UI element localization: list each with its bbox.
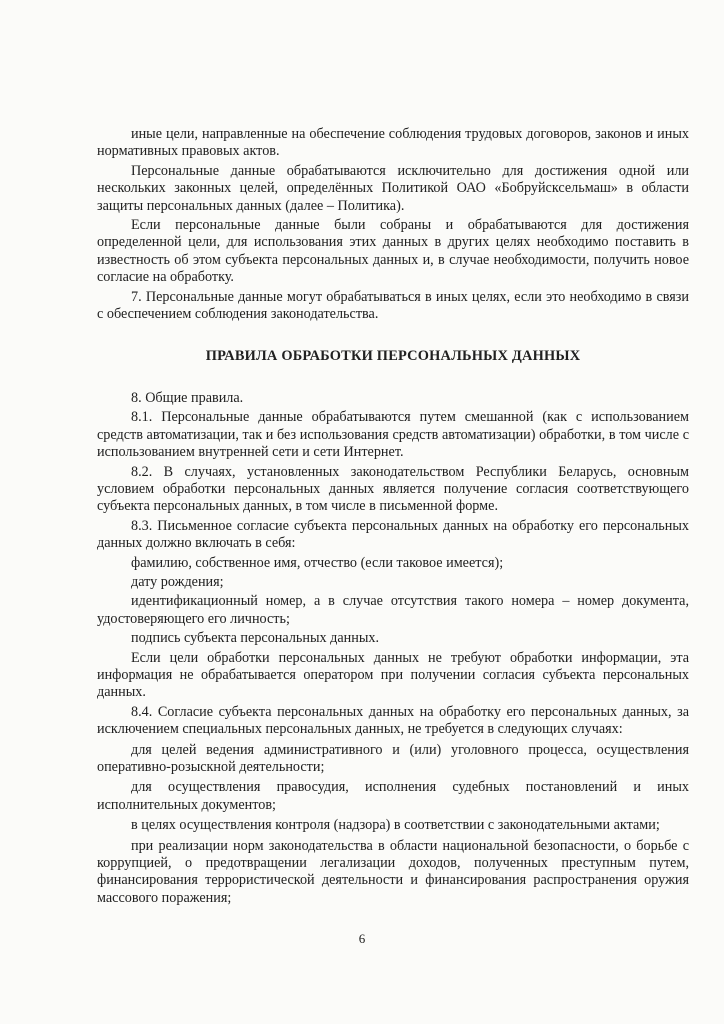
paragraph-item-8-3: 8.3. Письменное согласие субъекта персональных данных на обработку его персональных данных должно включать в себя: bbox=[97, 517, 689, 552]
list-item-justice: для осуществления правосудия, исполнения судебных постановлений и иных исполнительных документов; bbox=[97, 779, 689, 813]
paragraph-no-processing: Если цели обработки персональных данных не требуют обработки информации, эта информация не обрабатывается оператором при получении согласия субъекта персональных данных. bbox=[97, 649, 689, 701]
paragraph-item-8-2: 8.2. В случаях, установленных законодательством Республики Беларусь, основным условием обработки персональных данных является получение согласия соответствующего субъекта персональных данных, в том числе в письменной форме. bbox=[97, 463, 689, 515]
section-heading: ПРАВИЛА ОБРАБОТКИ ПЕРСОНАЛЬНЫХ ДАННЫХ bbox=[205, 348, 581, 365]
paragraph-item-8-4: 8.4. Согласие субъекта персональных данных на обработку его персональных данных, за исключением специальных персональных данных, не требуется в следующих случаях: bbox=[97, 703, 689, 738]
paragraph-other-goals: Если персональные данные были собраны и обрабатываются для достижения определенной цели, для использования этих данных в других целях необходимо поставить в известность об этом субъекта персональных данных и, в случае необходимости, получить новое согласие на обработку. bbox=[97, 217, 689, 286]
paragraph-item-7: 7. Персональные данные могут обрабатываться в иных целях, если это необходимо в связи с обеспечением соблюдения законодательства. bbox=[97, 288, 689, 323]
document-body bbox=[97, 126, 689, 907]
list-item-control: в целях осуществления контроля (надзора) в соответствии с законодательными актами; bbox=[131, 817, 660, 834]
paragraph-item-8: 8. Общие правила. bbox=[131, 389, 244, 406]
list-item-signature: подпись субъекта персональных данных. bbox=[131, 630, 380, 647]
list-item-security: при реализации норм законодательства в области национальной безопасности, о борьбе с коррупцией, о предотвращении легализации доходов, полученных преступным путем, финансирования террористической деятельности и финансирования распространения оружия массового поражения; bbox=[97, 837, 689, 906]
list-item-id-number: идентификационный номер, а в случае отсутствия такого номера – номер документа, удостоверяющего его личность; bbox=[97, 593, 689, 627]
paragraph-item-8-1: 8.1. Персональные данные обрабатываются путем смешанной (как с использованием средств автоматизации, так и без использования средств автоматизации) обработки, в том числе с использованием внутренней сети и сети Интернет. bbox=[97, 409, 689, 461]
list-item-admin-process: для целей ведения административного и (или) уголовного процесса, осуществления оперативно-розыскной деятельности; bbox=[97, 741, 689, 775]
list-item-name: фамилию, собственное имя, отчество (если таковое имеется); bbox=[131, 554, 504, 571]
page-number: 6 bbox=[358, 931, 366, 946]
paragraph-legal-goals: Персональные данные обрабатываются исключительно для достижения одной или нескольких законных целей, определённых Политикой ОАО «Бобруйсксельмаш» в области защиты персональных данных (далее – Политика). bbox=[97, 162, 689, 214]
paragraph-goals-continued: иные цели, направленные на обеспечение соблюдения трудовых договоров, законов и иных нормативных правовых актов. bbox=[97, 126, 689, 160]
list-item-birthdate: дату рождения; bbox=[131, 573, 224, 590]
